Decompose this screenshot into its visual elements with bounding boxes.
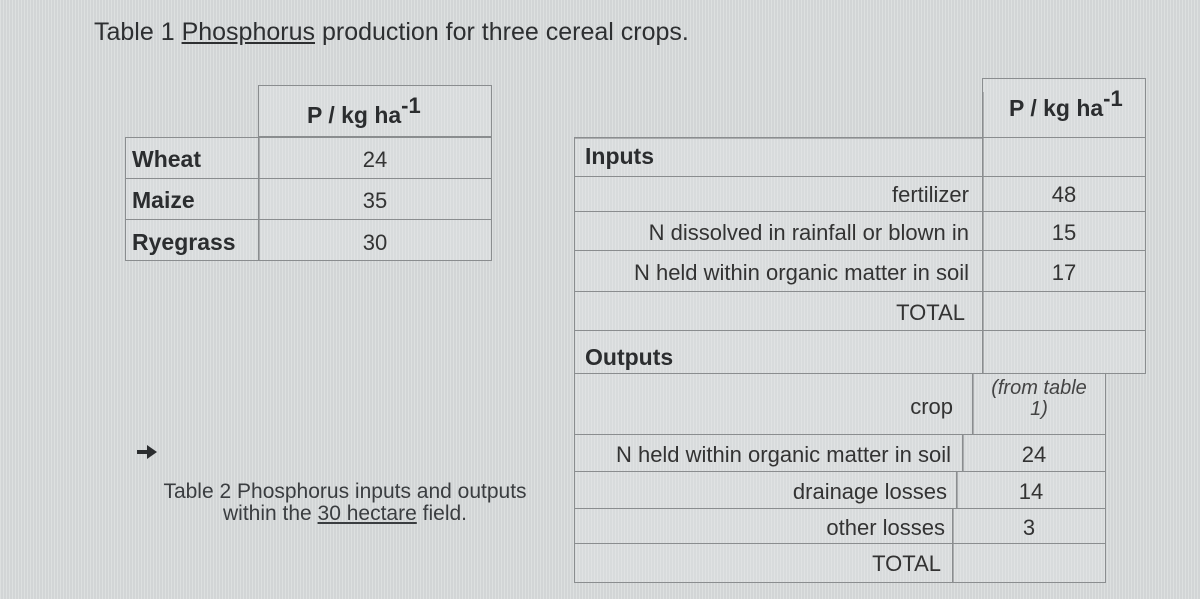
arrow-right-icon <box>135 444 159 465</box>
table2-row-other-losses: other losses <box>574 508 954 544</box>
table2-row-fertilizer: fertilizer <box>574 176 984 212</box>
table2-header-cell <box>982 78 1146 138</box>
table2-outputs-label-cell <box>574 330 984 374</box>
table2-row-fertilizer-value: 48 <box>982 176 1146 212</box>
table1-row-ryegrass-label: Ryegrass <box>125 219 260 261</box>
table2-row-organic-out-value: 24 <box>962 434 1106 472</box>
table2-outputs-value-cell <box>982 330 1146 374</box>
table2-row-crop: crop <box>574 373 974 435</box>
table2-row-inputs-total-value <box>982 291 1146 331</box>
outputs-label: Outputs <box>585 344 674 370</box>
table1-header-unit: P / kg ha-1 <box>307 93 421 128</box>
table2-row-inputs-total: TOTAL <box>574 291 984 331</box>
table2-row-other-losses-value: 3 <box>952 508 1106 544</box>
table2-row-organic-in-value: 17 <box>982 250 1146 292</box>
table1-row-ryegrass-value: 30 <box>258 219 492 261</box>
caption-line-1: Table 2 Phosphorus inputs and outputs <box>163 480 527 503</box>
table2-inputs-label-cell <box>574 137 984 177</box>
table1-row-wheat-value: 24 <box>258 137 492 179</box>
table2-row-organic-out: N held within organic matter in soil <box>574 434 964 472</box>
table2-row-drainage: drainage losses <box>574 471 958 509</box>
table2-caption <box>130 481 560 525</box>
table2-header-blank <box>574 92 984 139</box>
table2-row-crop-value: (from table 1) <box>972 373 1106 435</box>
table2-row-drainage-value: 14 <box>956 471 1106 509</box>
table1-row-wheat-label: Wheat <box>125 137 260 179</box>
table1-row-maize-value: 35 <box>258 178 492 220</box>
title-suffix: production for three cereal crops. <box>321 18 689 46</box>
table2-row-rainfall: N dissolved in rainfall or blown in <box>574 211 984 251</box>
title-underlined: Phosphorus <box>181 18 316 46</box>
table1-row-maize-label: Maize <box>125 178 260 220</box>
table2-inputs-value-cell <box>982 137 1146 177</box>
table1-header-cell <box>258 85 492 137</box>
caption-line-2: within the 30 hectare field. <box>222 502 467 525</box>
table2-header-unit: P / kg ha-1 <box>1009 86 1123 121</box>
inputs-label: Inputs <box>585 143 654 169</box>
table2-row-rainfall-value: 15 <box>982 211 1146 251</box>
page-title <box>94 18 689 47</box>
table2-row-outputs-total: TOTAL <box>574 543 954 583</box>
table2-row-organic-in: N held within organic matter in soil <box>574 250 984 292</box>
title-prefix: Table 1 <box>94 18 175 46</box>
table2-row-outputs-total-value <box>952 543 1106 583</box>
